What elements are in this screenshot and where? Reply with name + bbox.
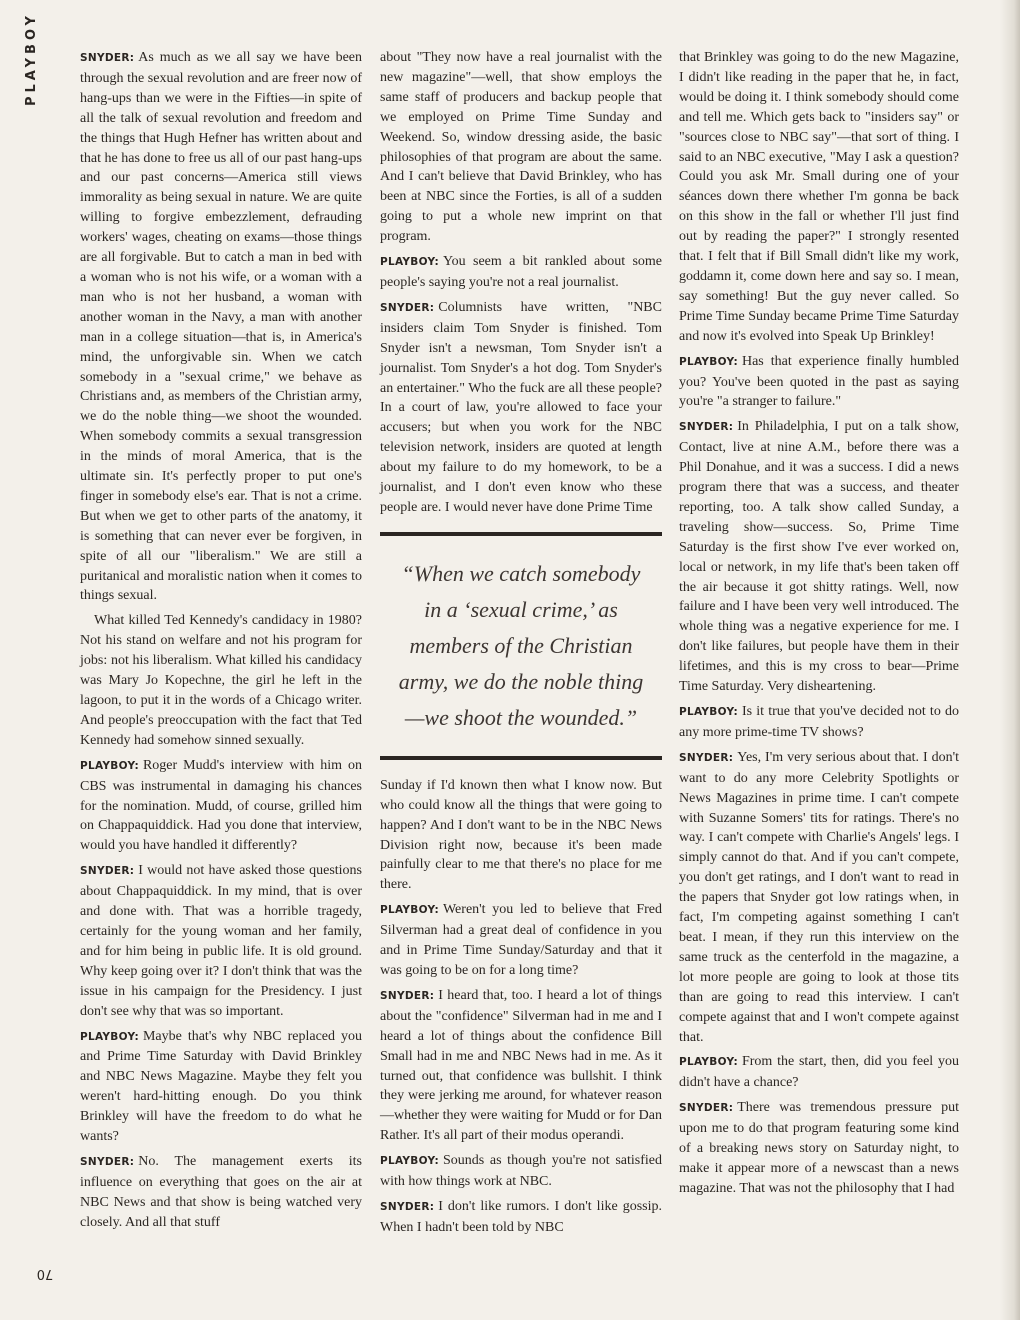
paragraph-text: about "They now have a real journalist with the new magazine"—well, that show employs the same staff of producers and backup people that we employed on Prime Time Sunday and Weekend. So, window dressing aside, the basic philosophies of that program are about the same. And I can't believe that David Brinkley, who has been at NBC since the Forties, is all of a sudden going to put a whole new imprint on that program. bbox=[380, 50, 662, 245]
speaker-label: PLAYBOY: bbox=[380, 904, 439, 917]
speaker-label: PLAYBOY: bbox=[380, 1155, 439, 1168]
paragraph-text: Weren't you led to believe that Fred Silverman had a great deal of confidence in you and in Prime Time Sunday/Saturday and that it was going to be on for a long time? bbox=[380, 902, 662, 978]
speaker-label: PLAYBOY: bbox=[679, 706, 738, 718]
paragraph bbox=[80, 611, 362, 750]
speaker-label: PLAYBOY: bbox=[80, 1030, 139, 1043]
paragraph bbox=[380, 900, 662, 981]
speaker-label: PLAYBOY: bbox=[679, 1056, 738, 1069]
paragraph bbox=[380, 298, 662, 518]
speaker-label: SNYDER: bbox=[679, 1102, 734, 1115]
speaker-label: PLAYBOY: bbox=[380, 256, 439, 269]
speaker-label: SNYDER: bbox=[679, 421, 734, 434]
paragraph bbox=[380, 48, 662, 247]
text-column-3 bbox=[679, 48, 959, 1204]
paragraph bbox=[380, 776, 662, 895]
speaker-label: SNYDER: bbox=[679, 751, 734, 764]
speaker-label: SNYDER: bbox=[380, 301, 435, 314]
paragraph bbox=[679, 1098, 959, 1199]
paragraph-text: From the start, then, did you feel you didn't have a chance? bbox=[679, 1054, 959, 1091]
paragraph bbox=[80, 48, 362, 606]
paragraph bbox=[80, 756, 362, 857]
paragraph-text: What killed Ted Kennedy's candidacy in 1980? Not his stand on welfare and not his program for jobs: not his liberalism. What killed his candidacy was Mary Jo Kopechne, the girl he left in the lagoon, to put it in the words of a Chicago writer. And people's preoccupation with the fact that Ted Kennedy had somehow sinned sexually. bbox=[80, 613, 362, 748]
paragraph-text: I heard that, too. I heard a lot of things about the "confidence" Silverman had in me and I heard a lot of things about the confidence Bill Small had in me and NBC News had in me. As it turned out, that confidence was bullshit. I think they were jerking me around, for whatever reason—whether they were waiting for Mudd or for Dan Rather. It's all part of their modus operandi. bbox=[380, 987, 662, 1144]
page-number: 70 bbox=[36, 1266, 54, 1281]
paragraph bbox=[80, 861, 362, 1021]
paragraph-text: As much as we all say we have been through the sexual revolution and are freer now of hang-ups than we were in the Fifties—in spite of all the talk of sexual revolution and freedom and the things that Hugh Hefner has written about and that he has done to free us all of our past hang-ups and our past concerns—America still views immorality as being sexual in nature. We are quite willing to forgive embezzlement, defrauding workers' wages, cheating on exams—those things are all forgivable. But to catch a man in bed with a woman who is not his wife, or a woman with a man who is not her husband, a woman with another woman in the Navy, a man with another man in a college situation—that is, in America's mind, the unforgivable sin. When we catch somebody in a "sexual crime," we behave as Christians and, as members of the Christian army, we do the noble thing—we shoot the wounded. When somebody commits a sexual transgression in the minds of moral America, that is the ultimate sin. It's perfectly proper to put one's finger in somebody else's ear. That is not a crime. But when we get to other parts of the anatomy, it is something that can never ever be forgiven, in spite of all our "liberalism." We are still a puritanical and moralistic nation when it comes to things sexual. bbox=[80, 50, 362, 604]
paragraph-text: Has that experience finally humbled you? You've been quoted in the past as saying you're "a stranger to failure." bbox=[679, 353, 959, 410]
paragraph-text: Is it true that you've decided not to do any more prime-time TV shows? bbox=[679, 704, 959, 740]
text-column-1 bbox=[80, 48, 362, 1238]
paragraph-text: Sunday if I'd known then what I know now. But who could know all the things that were going to happen? And I don't want to be in the NBC News Division right now, because it's been made painfully clear to me that there's no place for me there. bbox=[380, 777, 662, 893]
paragraph bbox=[380, 1151, 662, 1192]
paragraph-text: that Brinkley was going to do the new Magazine, I didn't like reading in the paper that he, in fact, would be doing it. I think somebody should come and tell me. Which gets back to "insiders say" or "sources close to NBC say"—that sort of thing. I said to an NBC executive, "May I ask a question? Could you ask Mr. Small during one of your séances down there whether I'm gonna be back on this show in the fall or whether I'll just find out by reading the paper?" I strongly resented that. I felt that if Bill Small didn't like my work, goddamn it, come down here and say so. I mean, say something! But the guy never called. So Prime Time Sunday became Prime Time Saturday and now it's evolved into Speak Up Brinkley! bbox=[679, 50, 959, 344]
page-edge-shadow bbox=[1000, 0, 1020, 1320]
text-column-2 bbox=[380, 48, 662, 1243]
speaker-label: SNYDER: bbox=[80, 1155, 135, 1168]
speaker-label: PLAYBOY: bbox=[679, 355, 738, 368]
paragraph bbox=[679, 48, 959, 347]
paragraph-text: I don't like rumors. I don't like gossip. When I hadn't been told by NBC bbox=[380, 1198, 662, 1235]
paragraph bbox=[679, 702, 959, 743]
speaker-label: SNYDER: bbox=[380, 1200, 435, 1213]
paragraph-text: There was tremendous pressure put upon me to do that program featuring some kind of a breaking news story on Saturday night, to make it appear more of a newscast than a news magazine. That was not the philosophy that I had bbox=[679, 1100, 959, 1196]
paragraph-text: Maybe that's why NBC replaced you and Prime Time Saturday with David Brinkley and NBC News Magazine. Maybe they felt you weren't hard-hitting enough. Do you think Brinkley will have the freedom to do what he wants? bbox=[80, 1028, 362, 1145]
paragraph-text: Roger Mudd's interview with him on CBS was instrumental in damaging his chances for the nomination. Mudd, of course, grilled him on Chappaquiddick. Had you done that interview, would you have handled it differently? bbox=[80, 757, 362, 854]
pull-quote: “When we catch somebody in a ‘sexual crime,’ as members of the Christian army, we do the noble thing—we shoot the wounded.” bbox=[380, 532, 662, 760]
paragraph-text: Columnists have written, "NBC insiders claim Tom Snyder is finished. Tom Snyder isn't a newsman, Tom Snyder isn't a journalist. Tom Snyder's a hot dog. Tom Snyder's an entertainer." Who the fuck are all these people? In a court of law, you're allowed to face your accusers; but when you work for the NBC television network, insiders are quoted at length about my failure to do my homework, to be a journalist, and I don't even know who these people are. I would never have done Prime Time bbox=[380, 299, 662, 515]
paragraph bbox=[80, 1027, 362, 1147]
paragraph-text: Sounds as though you're not satisfied with how things work at NBC. bbox=[380, 1153, 662, 1190]
paragraph-text: Yes, I'm very serious about that. I don't want to do any more Celebrity Spotlights or News Magazines in prime time. I can't compete with Suzanne Somers' tits for ratings. There's no way. I can't compete with Charlie's Angels' legs. I simply cannot do that. And if you can't compete, you don't get ratings, and I don't want to read in the papers that Snyder got low ratings when, in fact, I'm competing against something I can't beat. I mean, if they run this interview on the same truck as the centerfold in the magazine, a lot more people are going to look at those tits than are going to read this interview. I can't compete against that and I won't compete against that. bbox=[679, 749, 959, 1045]
paragraph-text: No. The management exerts its influence on everything that goes on the air at NBC News and that show is being watched very closely. And all that stuff bbox=[80, 1153, 362, 1230]
speaker-label: SNYDER: bbox=[80, 52, 135, 64]
paragraph bbox=[380, 986, 662, 1146]
running-header: PLAYBOY bbox=[24, 12, 39, 106]
paragraph-text: You seem a bit rankled about some people's saying you're not a real journalist. bbox=[380, 254, 662, 290]
paragraph bbox=[679, 748, 959, 1048]
speaker-label: PLAYBOY: bbox=[80, 759, 139, 772]
paragraph bbox=[380, 252, 662, 293]
paragraph-text: I would not have asked those questions about Chappaquiddick. In my mind, that is over and done with. That was a horrible tragedy, certainly for the young woman and her family, and for him being in public life. It is old ground. Why keep going over it? I don't think that was the issue in his campaign for the Presidency. I just don't see why that was so important. bbox=[80, 863, 362, 1019]
paragraph bbox=[679, 1052, 959, 1093]
paragraph bbox=[679, 417, 959, 697]
speaker-label: SNYDER: bbox=[80, 865, 135, 878]
paragraph-text: In Philadelphia, I put on a talk show, Contact, live at nine A.M., before there was a Phil Donahue, and it was a success. I did a news program there that was a success, and theater reporting, too. A talk show called Sunday, a traveling show—success. So, Prime Time Saturday is the first show I've ever worked on, local or network, in my life that's been taken off the air because it got shitty ratings. Well, now failure and I have been very well introduced. The whole thing was a negative experience for me. I don't like failures, but people have them in their lifetimes, and this is my cross to bear—Prime Time Saturday. Very disheartening. bbox=[679, 419, 959, 695]
speaker-label: SNYDER: bbox=[380, 989, 435, 1002]
paragraph bbox=[380, 1197, 662, 1238]
paragraph bbox=[679, 352, 959, 413]
paragraph bbox=[80, 1152, 362, 1233]
